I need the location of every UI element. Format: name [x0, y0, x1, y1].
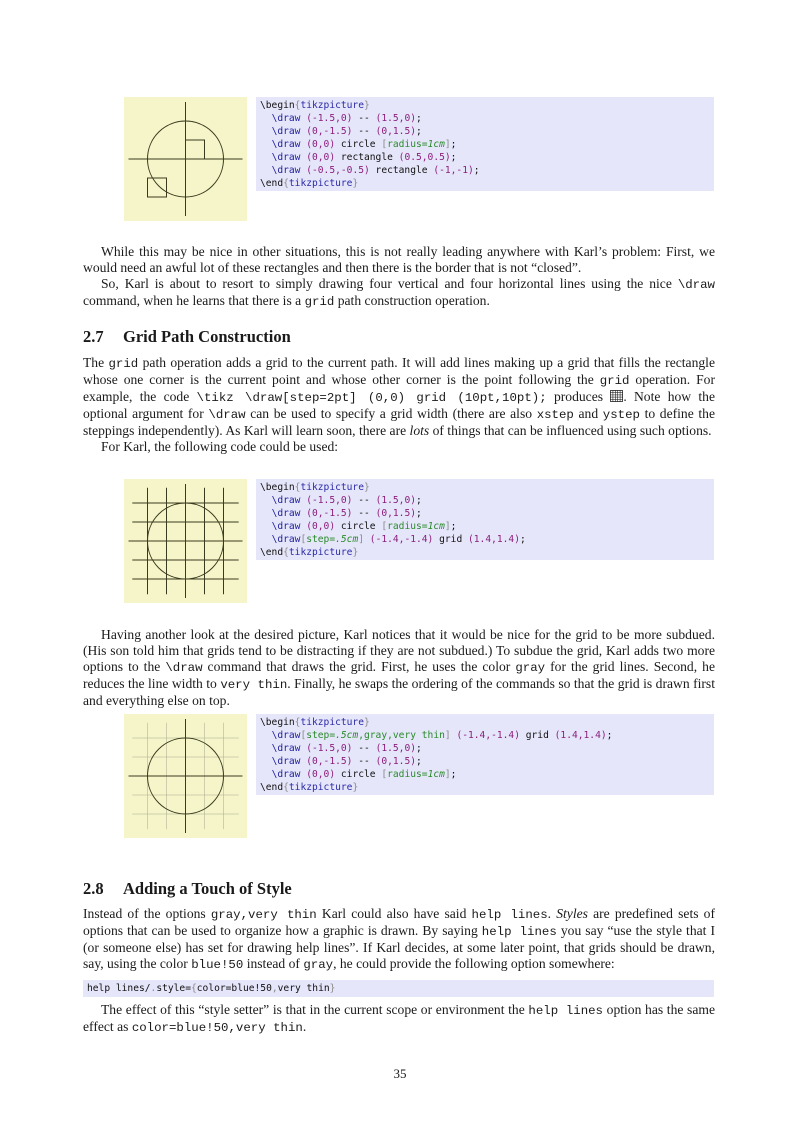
code-token-plain: [260, 508, 272, 519]
code-token-begin: \end: [260, 547, 284, 558]
code-line: [260, 494, 714, 507]
code-token-plain: ;: [519, 534, 526, 545]
text-run: and: [573, 406, 603, 421]
code-token-plain: [260, 743, 272, 754]
code-token-plain: --: [352, 126, 376, 137]
code-token-cmd: \draw: [271, 152, 301, 163]
code-line: [260, 125, 714, 138]
code-token-plain: ;: [450, 769, 457, 780]
text-run: The: [83, 355, 109, 370]
code-token-plain: [260, 756, 272, 767]
code-token-env: tikzpicture: [288, 547, 353, 558]
code-token-optit: 1cm: [427, 139, 445, 150]
figure1-code-block: [256, 97, 714, 191]
code-token-opt: radius=: [387, 521, 428, 532]
code-token-plain: ;: [606, 730, 613, 741]
text-run: . Finally, he swaps the ordering of the commands so that the grid is drawn first and everything else on top.: [83, 676, 715, 708]
text-run: option has the same effect as: [83, 1002, 715, 1034]
code-token-opt: step=: [306, 534, 336, 545]
code-token-plain: --: [352, 743, 376, 754]
code-line: [260, 768, 714, 781]
code-token-coord: (-1.5,0): [306, 495, 353, 506]
section-title: Grid Path Construction: [123, 327, 291, 346]
code-token-kw: color=blue!50: [196, 983, 272, 994]
code-token-brace: [: [381, 139, 388, 150]
code-token-coord: (1.4,1.4): [554, 730, 607, 741]
code-token-plain: ;: [450, 521, 457, 532]
code-token-kw: rectangle: [369, 165, 434, 176]
code-token-kw: help lines/: [87, 983, 151, 994]
inline-code: gray: [515, 661, 546, 675]
code-token-coord: (1.5,0): [375, 743, 416, 754]
code-token-brace: {: [294, 717, 301, 728]
code-token-cmd: \draw: [271, 521, 301, 532]
code-line: [260, 177, 714, 190]
text-run: .: [547, 906, 557, 921]
code-token-optit: .5cm: [335, 534, 359, 545]
code-token-kw: very thin: [277, 983, 330, 994]
code-token-plain: [260, 126, 272, 137]
code-token-coord: (0,-1.5): [306, 126, 353, 137]
section-2-7-body: [83, 355, 715, 455]
code-line: [260, 164, 714, 177]
code-token-brace: }: [363, 717, 370, 728]
text-run: So, Karl is about to resort to simply drawing four vertical and four horizontal lines using the nice: [101, 276, 678, 291]
code-token-coord: (-1.4,-1.4): [369, 534, 434, 545]
section-title: Adding a Touch of Style: [123, 879, 292, 898]
code-token-env: tikzpicture: [300, 717, 364, 728]
code-line: [260, 507, 714, 520]
code-token-coord: (-1.5,0): [306, 743, 353, 754]
code-line: [260, 520, 714, 533]
code-token-begin: \begin: [260, 717, 295, 728]
code-token-brace: }: [352, 547, 359, 558]
code-line: [260, 755, 714, 768]
code-token-coord: (-1.5,0): [306, 113, 353, 124]
text-run: instead of: [243, 956, 304, 971]
text-run: of things that can be influenced using such options.: [429, 423, 712, 438]
code-token-plain: ;: [416, 508, 422, 519]
code-token-plain: [260, 730, 272, 741]
code-token-brace: }: [363, 100, 370, 111]
code-token-coord: (1.4,1.4): [468, 534, 520, 545]
code-token-plain: ;: [416, 743, 422, 754]
code-token-cmd: \draw: [271, 756, 301, 767]
code-token-coord: (-1,-1): [433, 165, 474, 176]
text-run: The effect of this “style setter” is that in the current scope or environment the: [101, 1002, 529, 1017]
text-run: . Note how the optional argument for: [83, 389, 715, 421]
code-token-plain: [260, 165, 272, 176]
code-token-kw: grid: [519, 730, 555, 741]
code-token-opt: step=: [306, 730, 336, 741]
inline-code: \draw: [677, 278, 715, 292]
code-token-brace: [: [300, 534, 307, 545]
code-line: [260, 138, 714, 151]
inline-code: grid: [599, 374, 630, 388]
code-token-opt: radius=: [387, 769, 428, 780]
code-token-brace: {: [283, 178, 289, 189]
paragraph-text: [83, 276, 715, 310]
figure3-code-block: [256, 714, 714, 795]
inline-code: gray: [303, 958, 334, 972]
code-token-begin: \end: [260, 782, 284, 793]
paragraph-text: While this may be nice in other situations, this is not really leading anywhere with Karl’s problem: First, we would need an awful lot of these rectangles and then there is the border that is not “closed”.: [83, 244, 715, 275]
code-token-optit: .5cm: [335, 730, 359, 741]
code-line: [260, 99, 714, 112]
code-token-brace: {: [283, 782, 289, 793]
code-token-opt: radius=: [387, 139, 428, 150]
paragraph-style-setter: [83, 1002, 715, 1036]
code-line: [260, 112, 714, 125]
code-token-cmd: \draw: [271, 113, 301, 124]
code-token-coord: (0,1.5): [375, 508, 416, 519]
code-token-brace: {: [294, 482, 301, 493]
code-token-cmd: \draw: [271, 126, 301, 137]
code-token-plain: --: [352, 113, 376, 124]
text-run: produces: [546, 389, 611, 404]
figure3-drawing: [124, 714, 247, 838]
code-token-cmd: \draw: [271, 730, 301, 741]
code-token-cmd: \draw: [271, 534, 301, 545]
code-token-plain: ;: [416, 495, 422, 506]
grid-icon: [610, 390, 623, 402]
code-token-brace: [: [381, 769, 388, 780]
text-run: Karl could also have said: [316, 906, 472, 921]
figure1-canvas: [124, 97, 247, 221]
section-heading-2-8: [83, 879, 292, 899]
text-run: Having another look at the desired picture, Karl notices that it would be nice for the grid to be more subdued. (His son told him that grids tend to be distracting if they are not subdued.) To subdue the grid, Karl adds two more options to the: [83, 627, 715, 674]
code-token-cmd: \draw: [271, 495, 301, 506]
code-token-coord: (0,0): [306, 152, 336, 163]
code-token-coord: (0,1.5): [375, 756, 416, 767]
section-2-8-body: [83, 906, 715, 973]
code-line: [260, 716, 714, 729]
section-number: 2.7: [83, 327, 104, 346]
code-token-plain: ;: [416, 126, 422, 137]
code-token-plain: [260, 139, 272, 150]
code-token-plain: [260, 495, 272, 506]
code-token-kw: circle: [335, 139, 382, 150]
code-token-cmd: \draw: [271, 743, 301, 754]
text-run: command that draws the grid. First, he uses the color: [202, 659, 516, 674]
code-token-brace: ]: [358, 534, 365, 545]
code-token-opt: ,gray,very thin: [358, 730, 445, 741]
paragraph-text: [83, 1002, 715, 1036]
inline-code: grid: [108, 357, 139, 371]
code-token-brace: .: [150, 983, 157, 994]
code-token-plain: --: [352, 508, 376, 519]
emphasis: lots: [409, 423, 430, 438]
section-heading-2-7: [83, 327, 291, 347]
code-line: [260, 742, 714, 755]
code-token-brace: ]: [444, 730, 451, 741]
code-token-cmd: \draw: [271, 165, 301, 176]
code-token-brace: }: [329, 983, 336, 994]
code-token-coord: (-1.4,-1.4): [456, 730, 520, 741]
figure2-canvas: [124, 479, 247, 603]
code-token-kw: rectangle: [335, 152, 399, 163]
code-token-kw: circle: [335, 769, 382, 780]
code-token-plain: --: [352, 495, 376, 506]
code-token-coord: (0,-1.5): [306, 508, 353, 519]
inline-code: grid: [304, 295, 335, 309]
code-token-begin: \end: [260, 178, 284, 189]
inline-code: gray,very thin: [210, 908, 317, 922]
code-line: [260, 781, 714, 794]
code-token-brace: }: [363, 482, 370, 493]
code-token-brace: {: [190, 983, 197, 994]
code-line: [260, 729, 714, 742]
figure2-code-block: [256, 479, 714, 560]
code-token-cmd: \draw: [271, 769, 301, 780]
style-setter-code-block: [83, 980, 714, 997]
code-token-brace: {: [283, 547, 289, 558]
code-token-cmd: \draw: [271, 139, 301, 150]
code-token-coord: (0,0): [306, 139, 336, 150]
code-token-plain: ;: [450, 152, 457, 163]
code-token-coord: (1.5,0): [375, 113, 416, 124]
text-run: you say “use the style that I (or someone else) has set for drawing help lines”. If Karl decides, at some later point, that grids should be drawn, say, using the color: [83, 923, 715, 971]
text-run: .: [302, 1019, 307, 1034]
code-token-begin: \begin: [260, 100, 295, 111]
page-number: 35: [393, 1066, 407, 1081]
code-token-plain: ;: [416, 756, 422, 767]
inline-code: xstep: [536, 408, 574, 422]
code-token-plain: [260, 113, 272, 124]
code-token-plain: --: [352, 756, 376, 767]
inline-code: help lines: [481, 925, 557, 939]
code-token-brace: }: [352, 178, 359, 189]
code-token-brace: {: [294, 100, 301, 111]
code-token-coord: (1.5,0): [375, 495, 416, 506]
text-run: to define the steppings independently). As Karl will learn soon, there are: [83, 406, 715, 438]
code-token-env: tikzpicture: [300, 100, 364, 111]
paragraph-text: [83, 627, 715, 709]
inline-code: ystep: [602, 408, 640, 422]
inline-code: color=blue!50,very thin: [131, 1021, 303, 1035]
code-token-coord: (0,0): [306, 769, 336, 780]
text-run: path operation adds a grid to the current path. It will add lines making up a grid that fills the rectangle whose one corner is the current point and whose other corner is the point following the: [83, 355, 715, 387]
text-run: , he could provide the following option somewhere:: [333, 956, 615, 971]
text-run: are predefined sets of options that can be used to organize how a graphic is drawn. By saying: [83, 906, 716, 938]
rectangle-shape: [148, 178, 167, 197]
paragraph-karl-problem: [83, 244, 715, 310]
paragraph-text: [83, 906, 715, 973]
paragraph-subdue-grid: [83, 627, 715, 709]
code-token-brace: [: [300, 730, 307, 741]
text-run: Instead of the options: [83, 906, 211, 921]
inline-code: \draw: [208, 408, 246, 422]
code-token-brace: [: [381, 521, 388, 532]
code-line: [260, 151, 714, 164]
code-token-kw: circle: [335, 521, 382, 532]
code-token-brace: }: [352, 782, 359, 793]
text-run: can be used to specify a grid width (there are also: [245, 406, 537, 421]
code-token-plain: [260, 769, 272, 780]
code-token-optit: 1cm: [427, 769, 445, 780]
inline-code: help lines: [528, 1004, 603, 1018]
code-token-plain: [260, 534, 272, 545]
code-token-brace: ]: [444, 139, 451, 150]
code-token-coord: (0,1.5): [375, 126, 416, 137]
code-token-optit: 1cm: [427, 521, 445, 532]
inline-code: very thin: [220, 678, 288, 692]
code-token-kw: style=: [156, 983, 191, 994]
section-number: 2.8: [83, 879, 104, 898]
code-token-cmd: \draw: [271, 508, 301, 519]
code-token-plain: [260, 521, 272, 532]
code-line: [260, 546, 714, 559]
code-token-brace: ]: [444, 769, 451, 780]
text-run: path construction operation.: [334, 293, 490, 308]
code-token-plain: ;: [416, 113, 422, 124]
text-run: command, when he learns that there is a: [83, 293, 305, 308]
figure3-canvas: [124, 714, 247, 838]
code-token-kw: grid: [433, 534, 468, 545]
rectangle-shape: [186, 140, 205, 159]
code-token-coord: (-0.5,-0.5): [306, 165, 370, 176]
code-token-plain: [260, 152, 272, 163]
text-run: operation. For example, the code: [83, 372, 715, 404]
code-token-env: tikzpicture: [300, 482, 364, 493]
code-token-coord: (0.5,0.5): [398, 152, 451, 163]
paragraph-text: [83, 355, 715, 439]
emphasis: Styles: [556, 906, 588, 921]
inline-code: \draw: [165, 661, 203, 675]
text-run: for the grid lines. Second, he reduces the line width to: [83, 659, 715, 691]
inline-code: \tikz \draw[step=2pt] (0,0) grid (10pt,10pt);: [196, 391, 547, 405]
code-line: [260, 533, 714, 546]
code-token-coord: (0,-1.5): [306, 756, 353, 767]
code-token-brace: ,: [271, 983, 278, 994]
code-line: [260, 481, 714, 494]
code-token-begin: \begin: [260, 482, 295, 493]
code-token-brace: ]: [444, 521, 451, 532]
code-token-env: tikzpicture: [288, 782, 353, 793]
code-token-plain: ;: [473, 165, 480, 176]
paragraph-text: For Karl, the following code could be used:: [101, 439, 339, 454]
inline-code: help lines: [471, 908, 548, 922]
code-token-env: tikzpicture: [288, 178, 353, 189]
code-token-coord: (0,0): [306, 521, 336, 532]
figure1-drawing: [124, 97, 247, 221]
code-token-plain: ;: [450, 139, 457, 150]
inline-code: blue!50: [191, 958, 244, 972]
figure2-drawing: [124, 479, 247, 603]
